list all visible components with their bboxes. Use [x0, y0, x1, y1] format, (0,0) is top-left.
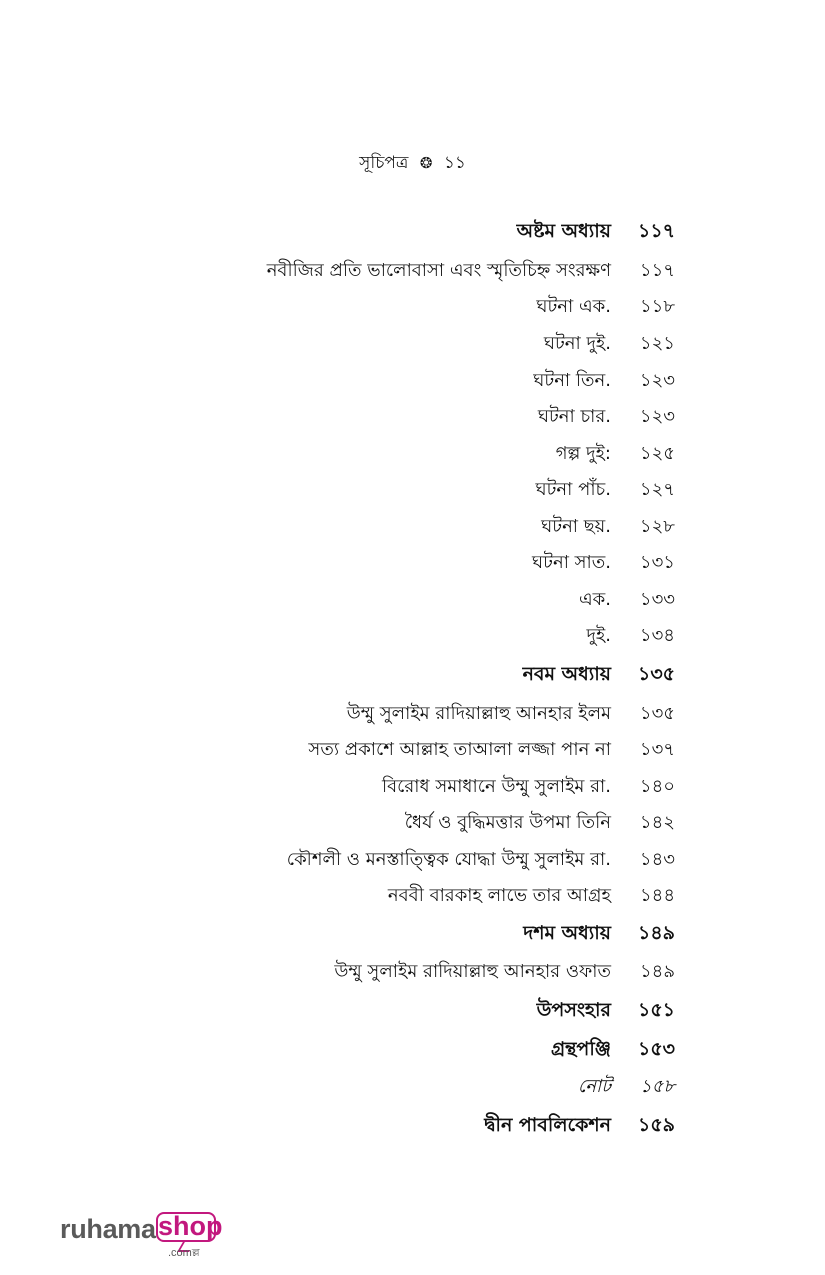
toc-entry-page: ১২৮ — [639, 516, 675, 537]
toc-entry-title: ঘটনা পাঁচ. — [535, 479, 611, 500]
toc-entry-page: ১৩১ — [639, 552, 675, 573]
toc-entry-page: ১৪৪ — [639, 885, 675, 906]
toc-entry-page: ১৩৪ — [639, 625, 675, 646]
toc-entry-title: উম্মু সুলাইম রাদিয়াল্লাহু আনহার ইলম — [346, 703, 611, 724]
logo-wordmark: ruhama — [60, 1214, 156, 1244]
toc-entry-row — [538, 402, 675, 432]
toc-entry-row — [532, 548, 675, 578]
toc-entry-row — [541, 512, 675, 542]
toc-entry-title: এক. — [578, 589, 611, 610]
toc-entry-row — [388, 881, 675, 911]
toc-entry-page: ১১৭ — [637, 220, 675, 242]
toc-entry-title: গল্প দুই: — [555, 443, 611, 464]
toc-entry-title: নবম অধ্যায় — [522, 663, 611, 685]
toc-entry-title: নববী বারকাহ লাভে তার আগ্রহ — [387, 885, 611, 906]
toc-entry-page: ১৪৯ — [639, 961, 675, 982]
toc-entry-page: ১৫৮ — [639, 1076, 675, 1097]
toc-entry-page: ১৪০ — [639, 776, 675, 797]
toc-entry-row — [334, 957, 675, 987]
toc-entry-title: নবীজির প্রতি ভালোবাসা এবং স্মৃতিচিহ্ন সংরক্ষণ — [266, 260, 611, 281]
toc-chapter-row — [523, 918, 675, 948]
toc-entry-title: উপসংহার — [536, 999, 611, 1021]
toc-entry-row — [578, 1072, 675, 1102]
toc-chapter-row — [517, 216, 675, 246]
toc-entry-title: অষ্টম অধ্যায় — [516, 220, 611, 242]
toc-entry-title: দুই. — [586, 625, 611, 646]
toc-entry-title: উম্মু সুলাইম রাদিয়াল্লাহু আনহার ওফাত — [334, 961, 611, 982]
toc-entry-page: ১৪৩ — [639, 849, 675, 870]
logo-domain: .comল্ল — [168, 1247, 200, 1259]
toc-entry-title: ঘটনা তিন. — [533, 370, 611, 391]
toc-entry-title: নোট — [577, 1076, 611, 1097]
toc-entry-row — [579, 585, 675, 615]
toc-entry-title: কৌশলী ও মনস্তাত্ত্বিক যোদ্ধা উম্মু সুলাইম রা. — [286, 849, 611, 870]
running-title: সূচিপত্র — [359, 153, 409, 173]
toc-entry-page: ১২৫ — [639, 443, 675, 464]
toc-entry-page: ১৫১ — [638, 999, 675, 1021]
toc-entry-row — [405, 808, 675, 838]
toc-entry-page: ১২৩ — [639, 406, 675, 427]
toc-entry-row — [287, 845, 675, 875]
toc-entry-title: বিরোধ সমাধানে উম্মু সুলাইম রা. — [382, 776, 611, 797]
toc-entry-page: ১৩৩ — [639, 589, 675, 610]
toc-entry-row — [347, 699, 675, 729]
toc-entry-page: ১২৩ — [639, 370, 675, 391]
toc-entry-row — [536, 475, 676, 505]
toc-entry-title: গ্রন্থপঞ্জি — [550, 1038, 611, 1060]
toc-entry-title: দ্বীন পাবলিকেশন — [484, 1114, 611, 1136]
toc-entry-row — [544, 329, 675, 359]
toc-entry-row — [308, 735, 675, 765]
toc-entry-row — [533, 366, 675, 396]
logo-badge-text: shop — [158, 1211, 223, 1241]
toc-entry-title: সত্য প্রকাশে আল্লাহ তাআলা লজ্জা পান না — [308, 739, 611, 760]
toc-entry-title: ঘটনা দুই. — [543, 333, 611, 354]
toc-entry-page: ১২৭ — [639, 479, 675, 500]
toc-entry-row — [267, 256, 675, 286]
toc-entry-page: ১৩৫ — [639, 703, 675, 724]
toc-entry-page: ১৪৯ — [638, 922, 675, 944]
toc-entry-page: ১১৮ — [639, 296, 675, 317]
toc-entry-title: ঘটনা সাত. — [532, 552, 611, 573]
toc-entry-page: ১৫৯ — [638, 1114, 675, 1136]
toc-chapter-row — [551, 1034, 675, 1064]
toc-entry-page: ১৪২ — [639, 812, 675, 833]
toc-entry-row — [586, 621, 675, 651]
toc-entry-title: ধৈর্য ও বুদ্ধিমত্তার উপমা তিনি — [404, 812, 611, 833]
toc-entry-title: দশম অধ্যায় — [523, 922, 611, 944]
toc-entry-row — [382, 772, 675, 802]
folio-page-number: ১১ — [443, 153, 466, 173]
toc-chapter-row — [537, 995, 675, 1025]
toc-entry-page: ১২১ — [639, 333, 675, 354]
toc-entry-page: ১৩৫ — [637, 663, 675, 685]
toc-chapter-row — [523, 659, 675, 689]
toc-entry-page: ১৩৭ — [639, 739, 675, 760]
toc-entry-page: ১৫৩ — [637, 1038, 675, 1060]
toc-entry-row — [556, 439, 675, 469]
toc-entry-row — [536, 292, 675, 322]
toc-chapter-row — [484, 1110, 675, 1140]
separator-ornament-icon: ❂ — [419, 154, 433, 172]
toc-entry-page: ১১৭ — [639, 260, 675, 281]
toc-entry-title: ঘটনা এক. — [536, 296, 611, 317]
toc-entry-title: ঘটনা ছয়. — [541, 516, 611, 537]
toc-entry-title: ঘটনা চার. — [537, 406, 611, 427]
